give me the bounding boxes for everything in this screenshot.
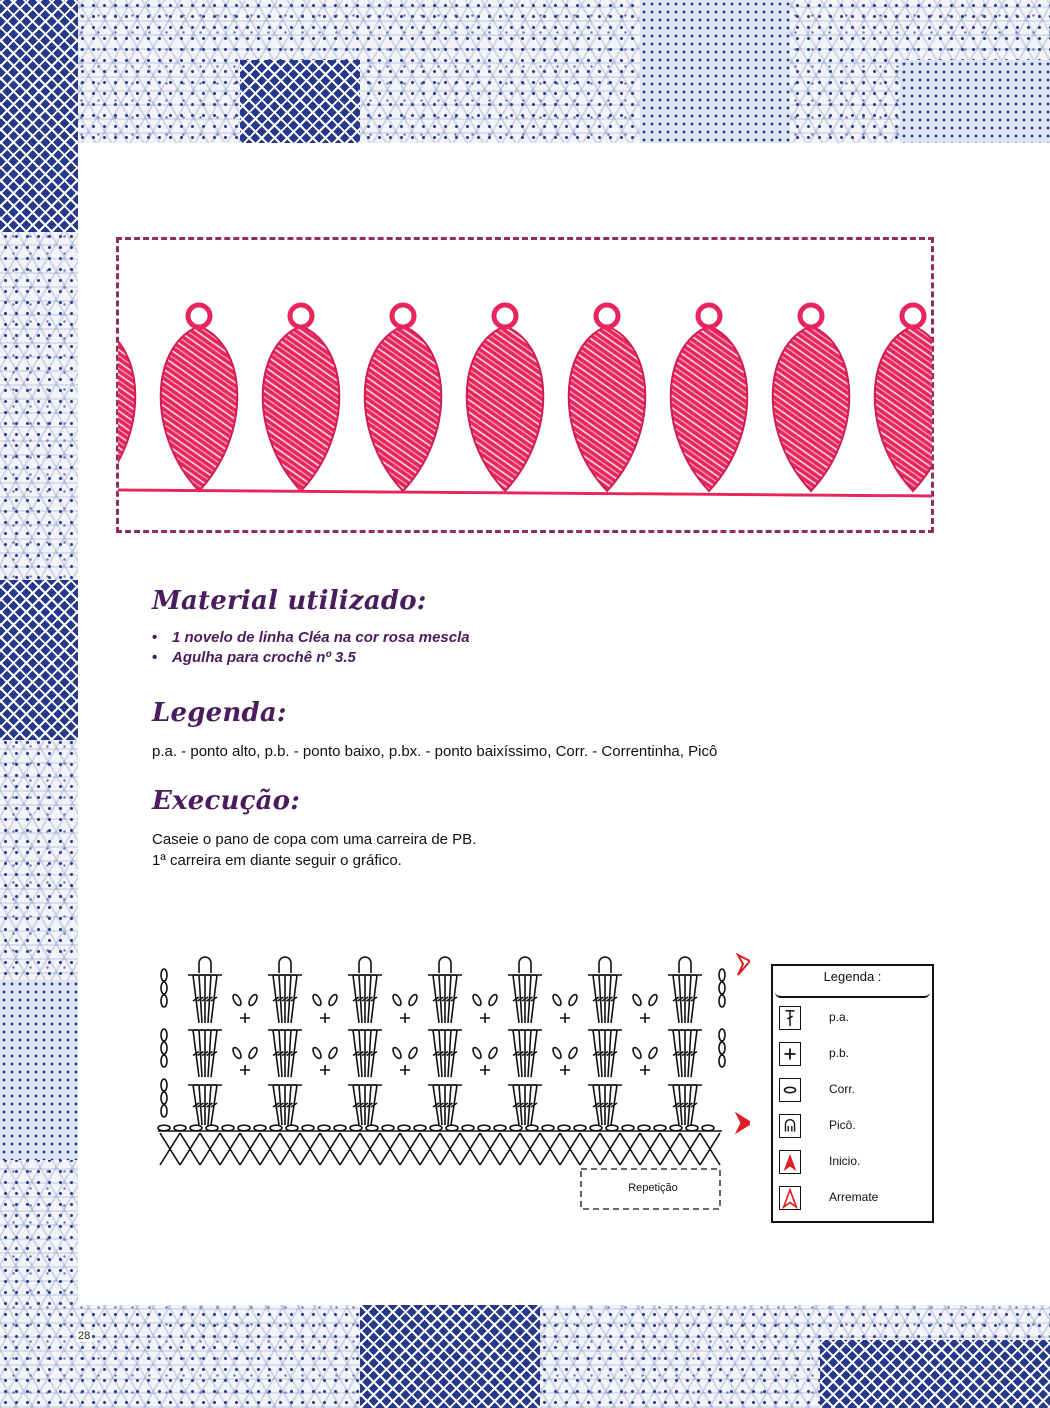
chain-stitch <box>174 1125 186 1131</box>
crochet-fan <box>467 326 544 491</box>
foundation-stitch <box>420 1133 440 1165</box>
chain-stitch <box>638 1125 650 1131</box>
chain-stitch <box>719 1055 725 1067</box>
double-crochet-stitch <box>291 975 302 1023</box>
single-crochet-stitch <box>480 1013 490 1023</box>
chain-stitch <box>391 993 402 1006</box>
chain-stitch <box>631 1046 642 1059</box>
chain-stitch <box>327 993 338 1006</box>
chain-stitch <box>311 993 322 1006</box>
double-crochet-stitch <box>268 1030 279 1077</box>
background-pattern-tile <box>0 980 78 1160</box>
crochet-picot <box>902 305 924 327</box>
double-crochet-stitch <box>531 1030 542 1077</box>
foundation-stitch <box>440 1133 460 1165</box>
single-crochet-stitch <box>320 1013 330 1023</box>
foundation-stitch <box>200 1133 220 1165</box>
chain-stitch <box>487 993 498 1006</box>
foundation-stitch <box>260 1133 280 1165</box>
legend-row <box>779 1150 929 1176</box>
foundation-stitch <box>460 1133 480 1165</box>
foundation-stitch <box>640 1133 660 1165</box>
legenda-text: p.a. - ponto alto, p.b. - ponto baixo, p.bx. - ponto baixíssimo, Corr. - Correntinha, Picô <box>152 743 718 760</box>
double-crochet-stitch <box>508 1085 519 1125</box>
crochet-picot <box>494 305 516 327</box>
picot-stitch <box>359 957 371 973</box>
chain-stitch <box>366 1125 378 1131</box>
chain-stitch <box>719 995 725 1007</box>
double-crochet-stitch <box>428 1030 439 1077</box>
double-crochet-stitch <box>291 1030 302 1077</box>
crochet-picot <box>188 305 210 327</box>
crochet-picot <box>596 305 618 327</box>
background-pattern-tile <box>0 0 78 232</box>
double-crochet-stitch <box>588 1085 599 1125</box>
material-item: • Agulha para crochê nº 3.5 <box>152 648 470 668</box>
chain-stitch <box>327 1046 338 1059</box>
crochet-picot <box>698 305 720 327</box>
double-crochet-stitch <box>588 1030 599 1077</box>
picot-stitch <box>519 957 531 973</box>
chain-stitch <box>631 993 642 1006</box>
chain-stitch <box>647 993 658 1006</box>
foundation-stitch <box>220 1133 240 1165</box>
chain-stitch <box>254 1125 266 1131</box>
crochet-picot <box>800 305 822 327</box>
chain-stitch <box>334 1125 346 1131</box>
chain-stitch <box>551 993 562 1006</box>
crochet-fan <box>671 326 748 491</box>
double-crochet-stitch <box>428 975 439 1023</box>
crochet-fan <box>263 326 340 491</box>
chain-stitch <box>647 1046 658 1059</box>
chain-stitch <box>231 1046 242 1059</box>
chain-stitch <box>391 1046 402 1059</box>
material-list <box>152 628 470 668</box>
double-crochet-stitch <box>668 1030 679 1077</box>
foundation-stitch <box>240 1133 260 1165</box>
double-crochet-stitch <box>611 1030 622 1077</box>
background-pattern-tile <box>0 580 78 740</box>
chain-stitch <box>719 1029 725 1041</box>
legend-row <box>779 1006 929 1032</box>
foundation-stitch <box>400 1133 420 1165</box>
crochet-fan <box>118 326 135 491</box>
chain-stitch <box>558 1125 570 1131</box>
background-pattern-tile <box>240 60 360 143</box>
picot-stitch <box>439 957 451 973</box>
chain-stitch <box>382 1125 394 1131</box>
single-crochet-stitch <box>560 1013 570 1023</box>
chain-stitch <box>471 993 482 1006</box>
single-crochet-stitch <box>400 1013 410 1023</box>
foundation-stitch <box>620 1133 640 1165</box>
legend-label: Picô. <box>829 1118 856 1132</box>
double-crochet-symbol-icon <box>779 1006 801 1030</box>
single-crochet-symbol-icon <box>779 1042 801 1066</box>
foundation-stitch <box>340 1133 360 1165</box>
legend-row <box>779 1042 929 1068</box>
crochet-edging-photo <box>118 286 932 502</box>
chain-stitch <box>161 982 167 994</box>
double-crochet-stitch <box>691 975 702 1023</box>
chain-stitch <box>350 1125 362 1131</box>
picot-symbol-icon <box>779 1114 801 1138</box>
chain-stitch <box>462 1125 474 1131</box>
single-crochet-stitch <box>240 1065 250 1075</box>
chain-stitch <box>238 1125 250 1131</box>
chain-stitch <box>190 1125 202 1131</box>
single-crochet-stitch <box>640 1013 650 1023</box>
chart-legend <box>771 964 934 1223</box>
single-crochet-stitch <box>640 1065 650 1075</box>
chain-stitch <box>590 1125 602 1131</box>
chain-stitch <box>398 1125 410 1131</box>
picot-stitch <box>199 957 211 973</box>
legend-label: Arremate <box>829 1190 879 1204</box>
chain-stitch <box>247 993 258 1006</box>
chain-stitch <box>719 982 725 994</box>
double-crochet-stitch <box>188 1030 199 1077</box>
crochet-picot <box>392 305 414 327</box>
single-crochet-stitch <box>560 1065 570 1075</box>
chain-stitch <box>471 1046 482 1059</box>
chain-stitch <box>206 1125 218 1131</box>
background-pattern-tile <box>360 1305 540 1408</box>
chain-stitch <box>222 1125 234 1131</box>
double-crochet-stitch <box>268 1085 279 1125</box>
chain-stitch <box>318 1125 330 1131</box>
chain-stitch <box>161 1055 167 1067</box>
double-crochet-stitch <box>531 975 542 1023</box>
double-crochet-stitch <box>611 975 622 1023</box>
double-crochet-stitch <box>588 975 599 1023</box>
single-crochet-stitch <box>240 1013 250 1023</box>
picot-stitch <box>679 957 691 973</box>
chain-stitch <box>494 1125 506 1131</box>
material-heading: Material utilizado: <box>152 586 427 616</box>
chain-stitch <box>574 1125 586 1131</box>
chain-stitch <box>161 1079 167 1091</box>
double-crochet-stitch <box>428 1085 439 1125</box>
foundation-stitch <box>160 1133 180 1165</box>
foundation-stitch <box>180 1133 200 1165</box>
page-number: 28 <box>78 1330 91 1342</box>
chain-stitch <box>270 1125 282 1131</box>
foundation-stitch <box>600 1133 620 1165</box>
material-item: • 1 novelo de linha Cléa na cor rosa mescla <box>152 628 470 648</box>
chain-stitch <box>686 1125 698 1131</box>
execucao-line: 1ª carreira em diante seguir o gráfico. <box>152 852 402 869</box>
foundation-stitch <box>320 1133 340 1165</box>
double-crochet-stitch <box>188 975 199 1023</box>
double-crochet-stitch <box>451 975 462 1023</box>
double-crochet-stitch <box>451 1030 462 1077</box>
foundation-stitch <box>680 1133 700 1165</box>
chain-stitch <box>161 1105 167 1117</box>
background-pattern-tile <box>640 0 790 143</box>
chain-stitch <box>606 1125 618 1131</box>
chain-stitch <box>702 1125 714 1131</box>
chain-stitch <box>526 1125 538 1131</box>
chain-stitch <box>622 1125 634 1131</box>
double-crochet-stitch <box>291 1085 302 1125</box>
chain-stitch <box>286 1125 298 1131</box>
chain-stitch <box>161 969 167 981</box>
chain-stitch <box>487 1046 498 1059</box>
foundation-stitch <box>300 1133 320 1165</box>
legend-row <box>779 1114 929 1140</box>
chain-stitch <box>478 1125 490 1131</box>
double-crochet-stitch <box>211 1030 222 1077</box>
chain-stitch <box>551 1046 562 1059</box>
chain-stitch <box>161 1092 167 1104</box>
picot-stitch <box>599 957 611 973</box>
chain-stitch <box>510 1125 522 1131</box>
execucao-heading: Execução: <box>152 786 301 816</box>
foundation-stitch <box>540 1133 560 1165</box>
double-crochet-stitch <box>371 1085 382 1125</box>
chain-stitch <box>414 1125 426 1131</box>
double-crochet-stitch <box>668 975 679 1023</box>
legend-row <box>779 1078 929 1104</box>
crochet-picot <box>290 305 312 327</box>
chain-stitch <box>567 1046 578 1059</box>
double-crochet-stitch <box>188 1085 199 1125</box>
double-crochet-stitch <box>508 975 519 1023</box>
chain-stitch <box>161 995 167 1007</box>
background-pattern-tile <box>900 60 1050 143</box>
double-crochet-stitch <box>508 1030 519 1077</box>
foundation-stitch <box>560 1133 580 1165</box>
chain-stitch <box>161 1042 167 1054</box>
chain-stitch <box>407 1046 418 1059</box>
foundation-stitch <box>500 1133 520 1165</box>
chain-stitch <box>311 1046 322 1059</box>
foundation-stitch <box>700 1133 720 1165</box>
picot-stitch <box>279 957 291 973</box>
double-crochet-stitch <box>348 1030 359 1077</box>
legenda-heading: Legenda: <box>152 698 287 728</box>
chain-stitch <box>719 1042 725 1054</box>
end-arrow-icon <box>738 955 750 975</box>
foundation-stitch <box>520 1133 540 1165</box>
foundation-stitch <box>380 1133 400 1165</box>
chain-stitch <box>567 993 578 1006</box>
double-crochet-stitch <box>268 975 279 1023</box>
chain-stitch <box>670 1125 682 1131</box>
chain-stitch <box>161 1029 167 1041</box>
double-crochet-stitch <box>611 1085 622 1125</box>
chain-stitch <box>407 993 418 1006</box>
double-crochet-stitch <box>211 1085 222 1125</box>
crochet-fan <box>569 326 646 491</box>
crochet-fan <box>365 326 442 491</box>
chain-stitch <box>719 969 725 981</box>
start-arrow-icon <box>736 1113 750 1133</box>
double-crochet-stitch <box>211 975 222 1023</box>
crochet-fan <box>161 326 238 491</box>
legend-label: p.a. <box>829 1010 850 1024</box>
start-arrow-icon <box>779 1150 801 1174</box>
double-crochet-stitch <box>348 1085 359 1125</box>
double-crochet-stitch <box>451 1085 462 1125</box>
double-crochet-stitch <box>348 975 359 1023</box>
chain-symbol-icon <box>779 1078 801 1102</box>
chain-stitch <box>231 993 242 1006</box>
single-crochet-stitch <box>320 1065 330 1075</box>
double-crochet-stitch <box>531 1085 542 1125</box>
double-crochet-stitch <box>668 1085 679 1125</box>
chain-stitch <box>654 1125 666 1131</box>
legend-label: Inicio. <box>829 1154 861 1168</box>
repeat-label: Repetição <box>628 1182 678 1194</box>
foundation-stitch <box>660 1133 680 1165</box>
legend-label: Corr. <box>829 1082 856 1096</box>
chain-stitch <box>158 1125 170 1131</box>
double-crochet-stitch <box>691 1030 702 1077</box>
chain-stitch <box>247 1046 258 1059</box>
chain-stitch <box>302 1125 314 1131</box>
single-crochet-stitch <box>400 1065 410 1075</box>
crochet-chart <box>150 945 750 1215</box>
execucao-line: Caseie o pano de copa com uma carreira de PB. <box>152 831 477 848</box>
chart-legend-title: Legenda : <box>775 966 930 998</box>
foundation-stitch <box>280 1133 300 1165</box>
foundation-stitch <box>480 1133 500 1165</box>
crochet-fan <box>875 326 932 491</box>
chain-stitch <box>446 1125 458 1131</box>
chain-stitch <box>542 1125 554 1131</box>
foundation-stitch <box>360 1133 380 1165</box>
crochet-fan <box>773 326 850 491</box>
double-crochet-stitch <box>371 975 382 1023</box>
end-arrow-icon <box>779 1186 801 1210</box>
legend-label: p.b. <box>829 1046 850 1060</box>
chain-stitch <box>430 1125 442 1131</box>
legend-row <box>779 1186 929 1212</box>
single-crochet-stitch <box>480 1065 490 1075</box>
background-pattern-tile <box>820 1340 1050 1408</box>
double-crochet-stitch <box>691 1085 702 1125</box>
double-crochet-stitch <box>371 1030 382 1077</box>
foundation-stitch <box>580 1133 600 1165</box>
